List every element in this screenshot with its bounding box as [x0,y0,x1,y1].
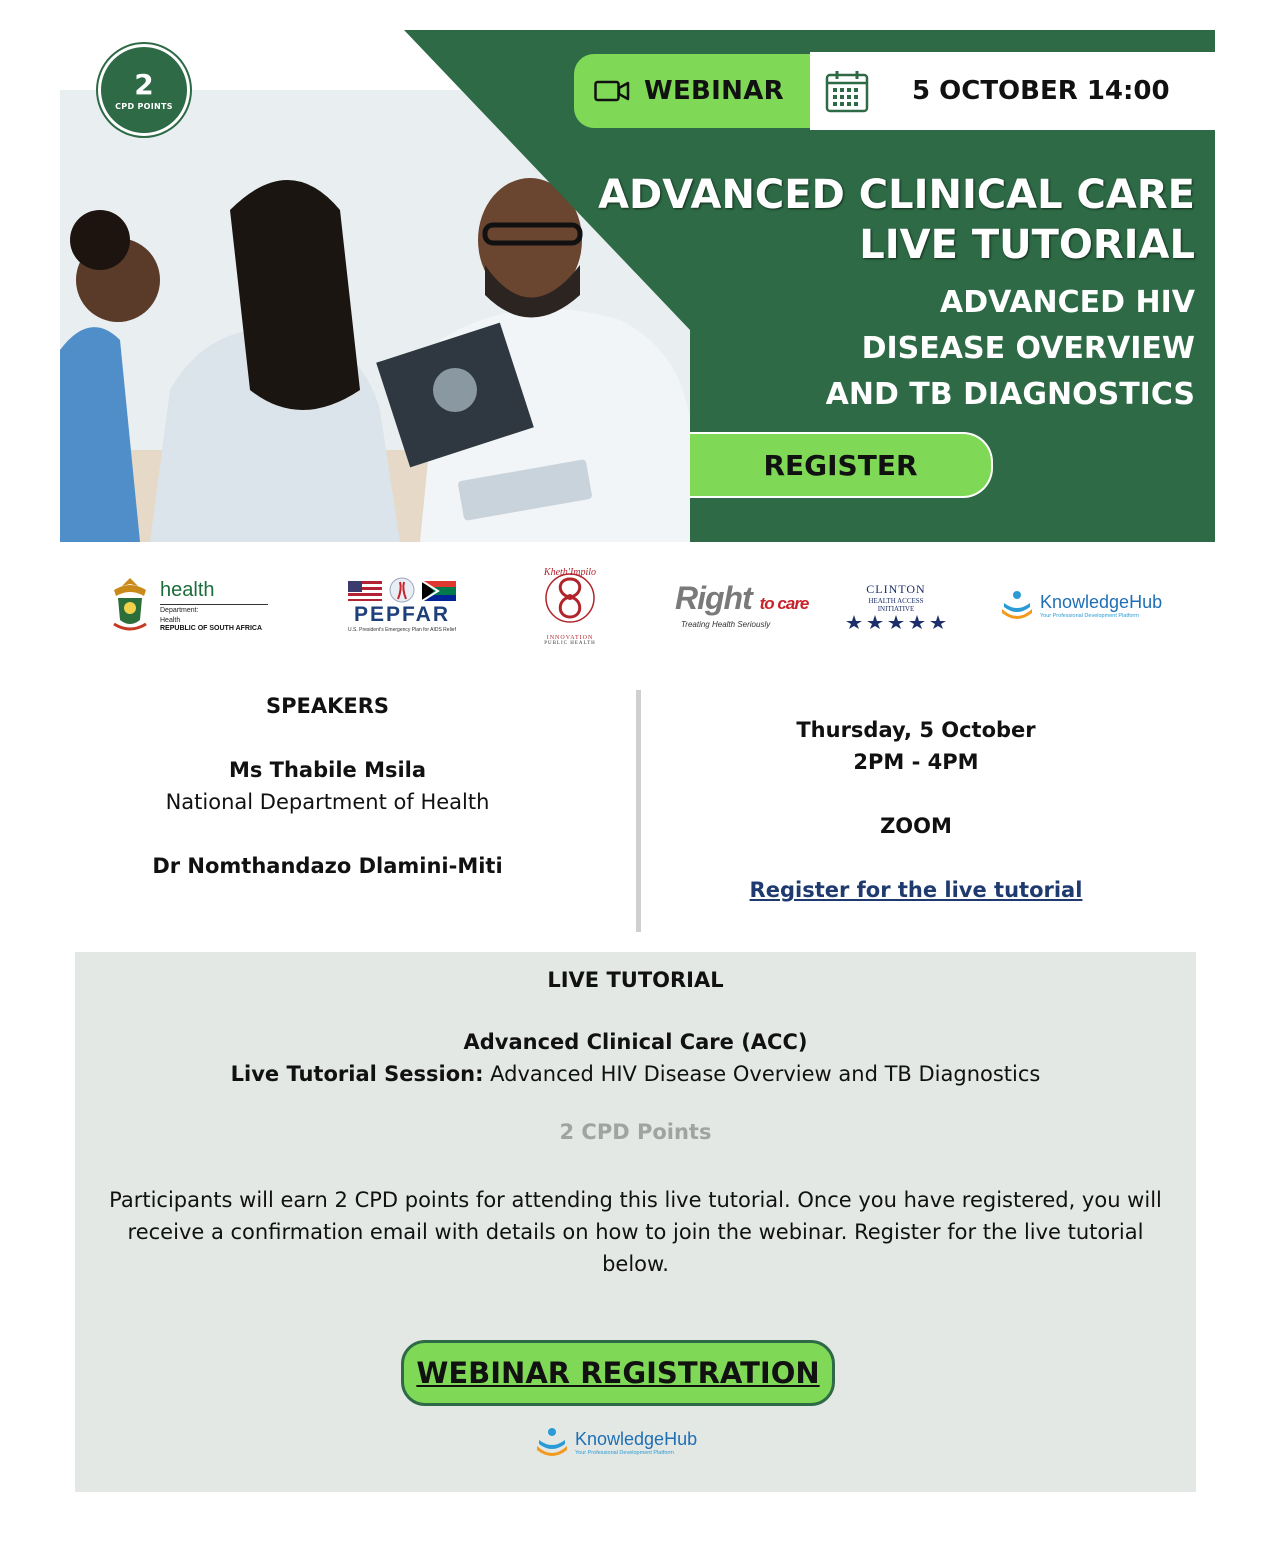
health-line-1: Department: [160,606,199,614]
title-line-1: ADVANCED CLINICAL CARE [598,172,1195,218]
flags-icon [348,577,456,603]
event-time: 2PM - 4PM [853,750,979,774]
hero-title [598,170,1195,270]
kheth-impilo-logo [535,560,605,650]
hero-subtitle [826,280,1195,418]
subtitle-line-3: AND TB DIAGNOSTICS [825,377,1195,412]
to-care-word: to care [759,593,809,613]
health-line-2: Health [160,616,181,624]
event-date-time: 5 OCTOBER 14:00 [912,76,1170,106]
course-name: Advanced Clinical Care (ACC) [463,1030,808,1054]
pepfar-word: PEPFAR [353,603,451,626]
pepfar-tag: U.S. President's Emergency Plan for AIDS Relief [348,627,456,633]
hero-banner [60,30,1215,542]
tutorial-info-panel [75,952,1196,1492]
vertical-divider [636,690,641,932]
title-line-2: LIVE TUTORIAL [859,222,1195,268]
right-to-care-logo [675,560,808,650]
webinar-registration-button[interactable]: WEBINAR REGISTRATION [401,1340,835,1406]
knowledgehub-icon [535,1426,569,1458]
right-word: Right [675,579,752,616]
register-link[interactable]: Register for the live tutorial [749,878,1083,902]
speaker-1-org: National Department of Health [165,790,490,814]
knowledgehub-icon [1000,589,1034,621]
cpd-points-text: 2 CPD Points [559,1120,712,1144]
speakers-heading: SPEAKERS [265,694,390,718]
speaker-1-name: Ms Thabile Msila [228,758,427,782]
speakers-section [60,690,595,882]
kheth-tag-1: INNOVATION [546,634,594,641]
session-label: Live Tutorial Session: [230,1062,484,1086]
knowledgehub-word: KnowledgeHub [1040,591,1163,612]
knowledgehub-footer-logo [535,1426,697,1458]
clinton-line-3: INITIATIVE [877,604,915,613]
event-bar [572,52,1215,130]
cpd-label: CPD POINTS [115,101,173,111]
register-button[interactable]: REGISTER [690,432,993,498]
clinton-line-1: CLINTON [866,581,926,596]
event-day: Thursday, 5 October [796,718,1036,742]
knowledgehub-logo [1000,560,1162,650]
tutorial-heading: LIVE TUTORIAL [547,968,724,992]
clinton-logo [840,560,952,650]
info-paragraph: Participants will earn 2 CPD points for attending this live tutorial. Once you have registered, you will receive a confirmation email with details on how to join the webinar. Register for the live tutorial below. [109,1188,1162,1276]
clinton-line-2: HEALTH ACCESS [868,596,924,605]
webinar-pill [572,52,812,130]
knowledgehub-tag: Your Professional Development Platform [1040,612,1139,619]
cpd-badge [98,44,190,136]
event-details [660,714,1172,906]
health-department-logo [108,560,268,650]
kheth-word: Kheth'Impilo [543,566,597,578]
cpd-number: 2 [134,67,154,101]
video-camera-icon [594,80,630,102]
partner-logos [60,560,1215,650]
event-platform: ZOOM [880,814,952,838]
kheth-impilo-emblem-icon [535,565,605,635]
calendar-icon [824,68,870,114]
health-line-3: REPUBLIC OF SOUTH AFRICA [160,624,263,632]
tutorial-description [75,1026,1196,1090]
footer-knowledgehub-word: KnowledgeHub [575,1428,698,1449]
date-box [810,52,1215,130]
footer-knowledgehub-tag: Your Professional Development Platform [575,1449,674,1456]
subtitle-line-1: ADVANCED HIV [940,285,1195,320]
health-word: health [160,579,268,605]
coat-of-arms-icon [108,576,152,634]
stars-icon [840,613,952,629]
pepfar-logo [348,560,456,650]
session-line [75,1058,1196,1090]
webinar-label: WEBINAR [644,76,784,106]
session-value: Advanced HIV Disease Overview and TB Diagnostics [483,1062,1041,1086]
speaker-2-name: Dr Nomthandazo Dlamini-Miti [152,854,503,878]
kheth-tag-2: PUBLIC HEALTH [544,640,596,646]
subtitle-line-2: DISEASE OVERVIEW [861,331,1195,366]
right-tag: Treating Health Seriously [681,619,771,629]
